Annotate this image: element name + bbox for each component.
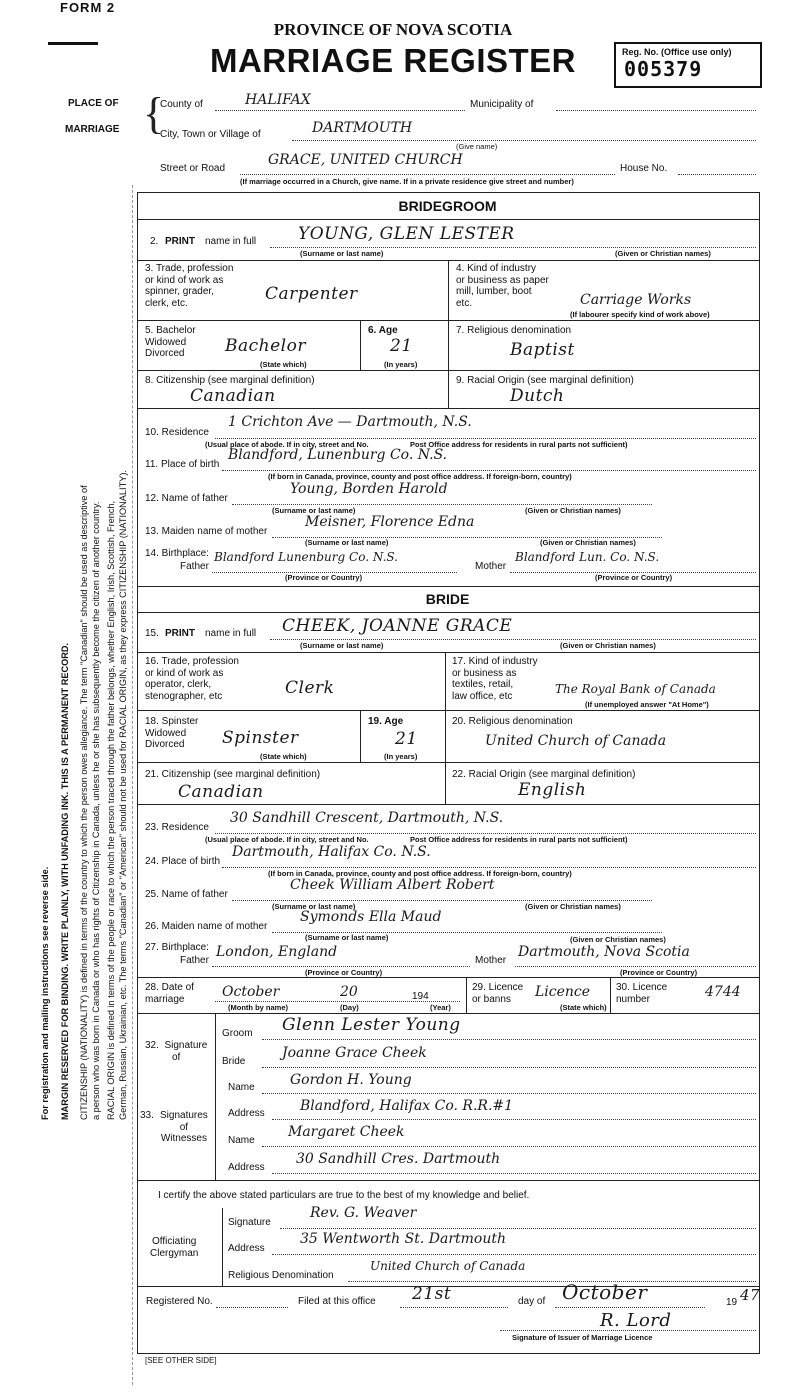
- f9-label: 9. Racial Origin (see marginal definition): [456, 375, 634, 386]
- groom-sig-line: [262, 1039, 756, 1040]
- f8-label: 8. Citizenship (see marginal definition): [145, 375, 315, 386]
- groom-father-name: Young, Borden Harold: [290, 481, 448, 497]
- marriage-day: 20: [340, 984, 358, 1000]
- margin-line-1: For registration and mailing instructions see reverse side.: [40, 866, 50, 1120]
- rule: [137, 612, 759, 613]
- margin-line-4: a person who was born in Canada or who has rights of Citizenship in Canada, unless he or she has subsequently become the citizen of another country.: [90, 501, 101, 1120]
- divider: [360, 320, 361, 370]
- place-brace: {: [143, 89, 165, 138]
- f2-line: [270, 247, 756, 248]
- f11-line: [222, 470, 756, 471]
- witness-1-address: Blandford, Halifax Co. R.R.#1: [300, 1098, 514, 1114]
- f13-sub-surname: (Surname or last name): [305, 538, 389, 547]
- groom-sig-label: Groom: [222, 1028, 253, 1039]
- f2-sub-surname: (Surname or last name): [300, 249, 384, 258]
- clergy-signature-line: [280, 1228, 756, 1229]
- f10-line: [215, 438, 756, 439]
- f11-sub: (If born in Canada, province, county and post office address. If foreign-born, country): [268, 472, 572, 481]
- clergy-signature: Rev. G. Weaver: [310, 1205, 417, 1221]
- f5-sub: (State which): [260, 360, 307, 369]
- municipality-line: [556, 110, 756, 111]
- f17-sub: (If unemployed answer "At Home"): [585, 700, 709, 709]
- street-label: Street or Road: [160, 163, 226, 174]
- form-number: FORM 2: [60, 0, 116, 15]
- f22-label: 22. Racial Origin (see marginal definition): [452, 769, 636, 780]
- f13-sub-given: (Given or Christian names): [540, 538, 636, 547]
- f24-sub: (If born in Canada, province, county and post office address. If foreign-born, country): [268, 869, 572, 878]
- w2-address-label: Address: [228, 1162, 265, 1173]
- f6-sub: (In years): [384, 360, 418, 369]
- f12-line: [232, 504, 652, 505]
- divider: [448, 260, 449, 320]
- f14-sub-father: (Province or Country): [285, 573, 363, 582]
- f23-sub1: (Usual place of abode. If in city, street and No.: [205, 835, 369, 844]
- licence-number: 4744: [705, 984, 741, 1000]
- w1-address-label: Address: [228, 1108, 265, 1119]
- issuer-signature: R. Lord: [600, 1310, 672, 1331]
- f24-label: 24. Place of birth: [145, 856, 221, 867]
- f33-label: Signatures of Witnesses: [160, 1110, 208, 1144]
- f13-label: 13. Maiden name of mother: [145, 526, 268, 537]
- bride-sig-line: [262, 1067, 756, 1068]
- bridegroom-heading-rule: [137, 219, 759, 220]
- f26-sub-given: (Given or Christian names): [570, 935, 666, 944]
- day-of-label: day of: [518, 1296, 546, 1307]
- street-note: (If marriage occurred in a Church, give name. If in a private residence give street and number): [240, 177, 574, 186]
- registered-no-line: [216, 1307, 288, 1308]
- f2-sub-given: (Given or Christian names): [615, 249, 711, 258]
- clergy-address-label: Address: [228, 1243, 265, 1254]
- issuer-line: [500, 1330, 756, 1331]
- f18-label: 18. Spinster Widowed Divorced: [145, 716, 199, 750]
- groom-residence: 1 Crichton Ave — Dartmouth, N.S.: [228, 414, 472, 430]
- page-title: MARRIAGE REGISTER: [209, 42, 577, 79]
- marriage-year-prefix: 194: [412, 991, 429, 1002]
- f16-label: 16. Trade, profession or kind of work as operator, clerk, stenographer, etc: [145, 656, 239, 702]
- rule: [137, 1180, 759, 1181]
- filed-month-line: [555, 1307, 705, 1308]
- f32-label: 32. Signature of: [145, 1040, 208, 1063]
- divider: [445, 762, 446, 804]
- f21-label: 21. Citizenship (see marginal definition): [145, 769, 321, 780]
- f14-sub-mother: (Province or Country): [595, 573, 673, 582]
- groom-mother-name: Meisner, Florence Edna: [305, 514, 475, 530]
- registration-number-box: [614, 42, 762, 88]
- groom-father-birthplace: Blandford Lunenburg Co. N.S.: [214, 550, 398, 564]
- divider: [215, 1013, 216, 1180]
- f15-num: 15.: [145, 628, 159, 639]
- municipality-label: Municipality of: [470, 99, 534, 110]
- f10-sub2: Post Office address for residents in rural parts not sufficient): [410, 440, 628, 449]
- groom-age: 21: [390, 336, 413, 356]
- f18-sub: (State which): [260, 752, 307, 761]
- filed-day-line: [400, 1307, 508, 1308]
- bride-age: 21: [395, 729, 418, 749]
- f23-line: [215, 833, 756, 834]
- w2-name-line: [262, 1146, 756, 1147]
- f19-label: 19. Age: [368, 716, 404, 727]
- rule: [137, 710, 759, 711]
- bride-sig-label: Bride: [222, 1056, 246, 1067]
- groom-mother-birthplace: Blandford Lun. Co. N.S.: [515, 550, 660, 564]
- bridegroom-heading: BRIDEGROOM: [398, 198, 497, 214]
- bride-father-birthplace: London, England: [216, 944, 338, 960]
- f25-sub-given: (Given or Christian names): [525, 902, 621, 911]
- f25-sub-surname: (Surname or last name): [272, 902, 356, 911]
- city-value: DARTMOUTH: [312, 120, 413, 136]
- bride-citizenship: Canadian: [178, 782, 264, 802]
- f10-sub1: (Usual place of abode. If in city, street and No.: [205, 440, 369, 449]
- groom-birthplace: Blandford, Lunenburg Co. N.S.: [228, 447, 448, 463]
- bride-signature: Joanne Grace Cheek: [282, 1045, 427, 1061]
- divider: [610, 977, 611, 1013]
- binding-line: [132, 185, 133, 1385]
- licence-or-banns: Licence: [535, 984, 591, 1000]
- city-label: City, Town or Village of: [160, 129, 261, 140]
- f15-sub-given: (Given or Christian names): [560, 641, 656, 650]
- groom-citizenship: Canadian: [190, 386, 276, 406]
- f26-label: 26. Maiden name of mother: [145, 921, 268, 932]
- rule: [137, 804, 759, 805]
- witness-1-name: Gordon H. Young: [290, 1072, 412, 1088]
- bride-religion: United Church of Canada: [485, 733, 667, 749]
- groom-full-name: YOUNG, GLEN LESTER: [298, 224, 515, 244]
- registered-no-label: Registered No.: [146, 1296, 213, 1307]
- reg-no-label: Reg. No. (Office use only): [622, 47, 732, 57]
- house-line: [678, 174, 756, 175]
- f27-sub-mother: (Province or Country): [620, 968, 698, 977]
- city-line: [292, 140, 756, 141]
- marriage-month: October: [222, 984, 280, 1000]
- f15-sub-surname: (Surname or last name): [300, 641, 384, 650]
- w1-name-line: [262, 1093, 756, 1094]
- f20-label: 20. Religious denomination: [452, 716, 573, 727]
- margin-line-3: CITIZENSHIP (NATIONALITY) is defined in terms of the country to which the person owes allegiance. The term "Canadian" should be used as descriptive of: [79, 485, 89, 1120]
- w2-name-label: Name: [228, 1135, 255, 1146]
- street-value: GRACE, UNITED CHURCH: [268, 152, 463, 168]
- bride-trade: Clerk: [285, 678, 335, 698]
- give-name-note: (Give name): [456, 142, 498, 151]
- divider: [222, 1208, 223, 1286]
- clergy-address: 35 Wentworth St. Dartmouth: [300, 1231, 507, 1247]
- rule: [137, 586, 759, 587]
- bride-industry: The Royal Bank of Canada: [555, 682, 716, 696]
- f5-label: 5. Bachelor Widowed Divorced: [145, 325, 196, 359]
- f27-mother-line: [515, 966, 756, 967]
- f4-label: 4. Kind of industry or business as paper mill, lumber, boot etc.: [456, 263, 549, 309]
- clergy-address-line: [272, 1254, 756, 1255]
- marriage-label: MARRIAGE: [65, 124, 120, 135]
- f14-label: 14. Birthplace:: [145, 548, 209, 559]
- bride-mother-birthplace: Dartmouth, Nova Scotia: [518, 944, 690, 960]
- divider: [445, 710, 446, 762]
- f29-sub: (State which): [560, 1003, 607, 1012]
- f6-label: 6. Age: [368, 325, 398, 336]
- religious-denom-label: Religious Denomination: [228, 1270, 334, 1281]
- f27-father-line: [212, 966, 470, 967]
- street-line: [240, 174, 615, 175]
- county-value: HALIFAX: [245, 92, 311, 108]
- f27-label: 27. Birthplace:: [145, 942, 209, 953]
- f7-label: 7. Religious denomination: [456, 325, 572, 336]
- f23-label: 23. Residence: [145, 822, 209, 833]
- groom-industry: Carriage Works: [580, 292, 692, 308]
- f27-mother-label: Mother: [475, 955, 507, 966]
- clergy-signature-label: Signature: [228, 1217, 271, 1228]
- f17-label: 17. Kind of industry or business as textiles, retail, law office, etc: [452, 656, 538, 702]
- house-label: House No.: [620, 163, 668, 174]
- bride-residence: 30 Sandhill Crescent, Dartmouth, N.S.: [230, 810, 504, 826]
- rule: [137, 977, 759, 978]
- f2-label: name in full: [205, 236, 257, 247]
- margin-line-2: MARGIN RESERVED FOR BINDING. WRITE PLAINLY, WITH UNFADING INK. THIS IS A PERMANENT RECORD.: [59, 642, 70, 1120]
- f10-label: 10. Residence: [145, 427, 209, 438]
- county-label: County of: [160, 99, 203, 110]
- rule: [137, 652, 759, 653]
- divider: [448, 320, 449, 370]
- f4-sub: (If labourer specify kind of work above): [570, 310, 710, 319]
- margin-line-5: RACIAL ORIGIN is defined in terms of the people or race to which the person traced through the father belongs, whether English, Irish, Scottish, French,: [106, 500, 116, 1120]
- bride-father-name: Cheek William Albert Robert: [290, 877, 495, 893]
- rule: [137, 762, 759, 763]
- f30-label: 30. Licence number: [616, 982, 668, 1005]
- province-heading: PROVINCE OF NOVA SCOTIA: [273, 20, 513, 39]
- rule: [137, 408, 759, 409]
- certify-statement: I certify the above stated particulars are true to the best of my knowledge and belief.: [158, 1190, 530, 1201]
- f27-father-label: Father: [180, 955, 209, 966]
- f28-sub-month: (Month by name): [228, 1003, 288, 1012]
- county-line: [215, 110, 465, 111]
- f25-line: [232, 900, 652, 901]
- bride-racial-origin: English: [518, 780, 587, 800]
- divider: [445, 652, 446, 710]
- f28-line: [215, 1001, 460, 1002]
- f26-sub-surname: (Surname or last name): [305, 933, 389, 942]
- officiating-label: Officiating Clergyman: [150, 1236, 199, 1259]
- rule: [137, 1013, 759, 1014]
- filed-label: Filed at this office: [298, 1296, 376, 1307]
- f12-label: 12. Name of father: [145, 493, 228, 504]
- groom-status: Bachelor: [225, 336, 306, 356]
- religious-denom-line: [348, 1281, 756, 1282]
- bride-full-name: CHEEK, JOANNE GRACE: [282, 616, 513, 636]
- f15-print: PRINT: [165, 628, 195, 639]
- bride-mother-name: Symonds Ella Maud: [300, 909, 442, 925]
- f15-label: name in full: [205, 628, 257, 639]
- groom-trade: Carpenter: [265, 284, 358, 304]
- divider: [360, 710, 361, 762]
- f24-line: [222, 867, 756, 868]
- filed-year-prefix: 19: [726, 1297, 738, 1308]
- see-other-side: [SEE OTHER SIDE]: [145, 1356, 217, 1365]
- margin-instructions: [40, 120, 129, 1120]
- f33-num: 33.: [140, 1110, 154, 1121]
- margin-line-6: German, Russian, Ukrainian, etc. The terms "Canadian" or "American" should not be used for RACIAL ORIGIN, as they express CITIZENSHIP (NATIONALITY).: [117, 470, 128, 1120]
- f11-label: 11. Place of birth: [145, 459, 220, 470]
- f23-sub2: Post Office address for residents in rural parts not sufficient): [410, 835, 628, 844]
- witness-2-address: 30 Sandhill Cres. Dartmouth: [296, 1151, 501, 1167]
- f28-label: 28. Date of marriage: [145, 982, 194, 1005]
- issuer-label: Signature of Issuer of Marriage Licence: [512, 1333, 653, 1342]
- groom-religion: Baptist: [510, 340, 575, 360]
- f15-line: [270, 639, 756, 640]
- filed-month: October: [562, 1280, 648, 1304]
- f14-father-label: Father: [180, 561, 209, 572]
- divider: [466, 977, 467, 1013]
- f27-sub-father: (Province or Country): [305, 968, 383, 977]
- f3-label: 3. Trade, profession or kind of work as spinner, grader, clerk, etc.: [145, 263, 234, 309]
- bride-birthplace: Dartmouth, Halifax Co. N.S.: [232, 844, 431, 860]
- f2-print: PRINT: [165, 236, 195, 247]
- f14-mother-label: Mother: [475, 561, 507, 572]
- w2-address-line: [272, 1173, 756, 1174]
- place-of-label: PLACE OF: [68, 98, 119, 109]
- f12-sub-given: (Given or Christian names): [525, 506, 621, 515]
- witness-2-name: Margaret Cheek: [288, 1124, 405, 1140]
- reg-no-value: 005379: [624, 57, 703, 81]
- f25-label: 25. Name of father: [145, 889, 228, 900]
- f19-sub: (In years): [384, 752, 418, 761]
- w1-address-line: [272, 1119, 756, 1120]
- w1-name-label: Name: [228, 1082, 255, 1093]
- f2-num: 2.: [150, 236, 159, 247]
- divider: [448, 370, 449, 408]
- groom-racial-origin: Dutch: [510, 386, 565, 406]
- f12-sub-surname: (Surname or last name): [272, 506, 356, 515]
- filed-year: 47: [740, 1286, 761, 1304]
- f29-label: 29. Licence or banns: [472, 982, 524, 1005]
- bride-heading: BRIDE: [425, 591, 470, 607]
- bride-status: Spinster: [222, 728, 299, 748]
- clergy-denomination: United Church of Canada: [370, 1259, 526, 1273]
- filed-day: 21st: [412, 1284, 452, 1304]
- f28-sub-day: (Day): [340, 1003, 359, 1012]
- f28-sub-year: (Year): [430, 1003, 451, 1012]
- groom-signature: Glenn Lester Young: [282, 1015, 461, 1035]
